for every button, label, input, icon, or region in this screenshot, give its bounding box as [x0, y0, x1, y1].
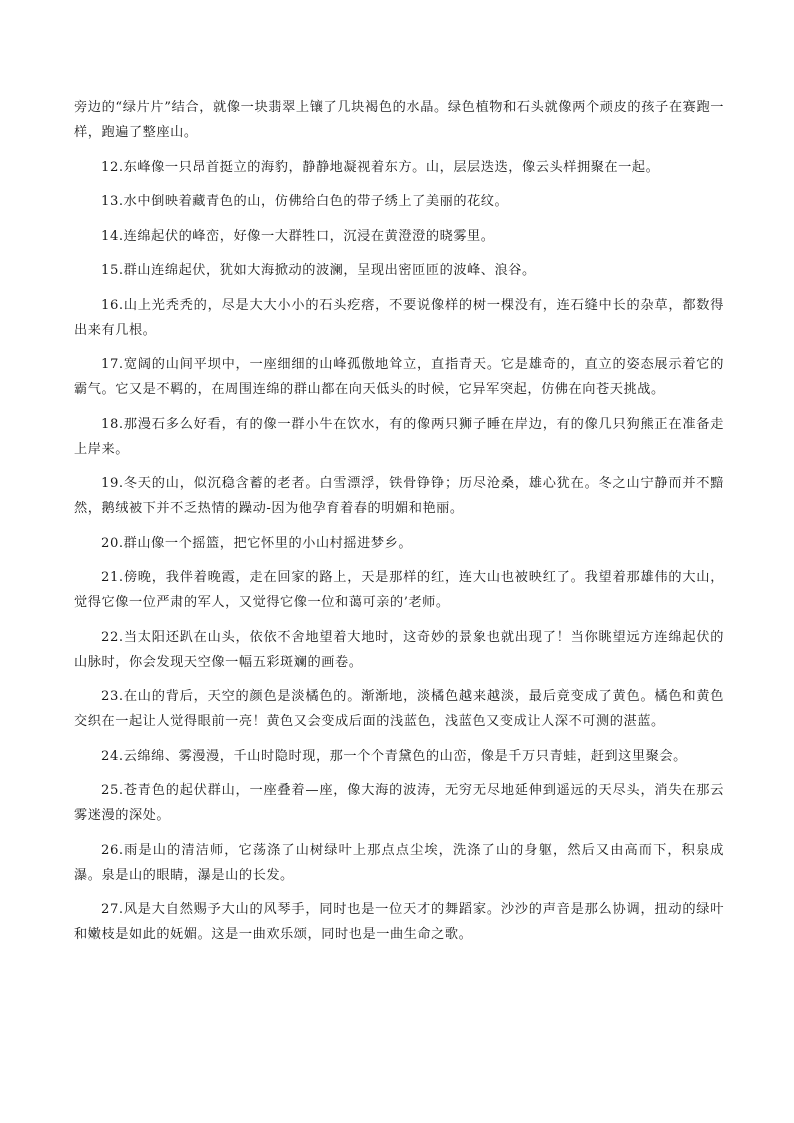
paragraph-item-20: 20.群山像一个摇篮，把它怀里的小山村摇进梦乡。 [101, 535, 413, 551]
paragraph-item-13: 13.水中倒映着藏青色的山，仿佛给白色的带子绣上了美丽的花纹。 [101, 194, 509, 209]
paragraph-item-17: 17.宽阔的山间平坝中，一座细细的山峰孤傲地耸立，直指青天。它是雄奇的，直立的姿态展示着它的霸气。它又是不羁的，在周围连绵的群山都在向天低头的时候，它异军突起，仿佛在向苍天挑战。 [74, 357, 724, 397]
paragraph-item-27: 27.风是大自然赐予大山的风琴手，同时也是一位天才的舞蹈家。沙沙的声音是那么协调，扭动的绿叶和嫩枝是如此的妩媚。这是一曲欢乐颂，同时也是一曲生命之歌。 [74, 902, 724, 942]
paragraph-item-15: 15.群山连绵起伏，犹如大海掀动的波澜，呈现出密匝匝的波峰、浪谷。 [101, 263, 536, 278]
paragraph-item-23: 23.在山的背后，天空的颜色是淡橘色的。渐渐地，淡橘色越来越淡，最后竟变成了黄色。橘色和黄色交织在一起让人觉得眼前一亮！黄色又会变成后面的浅蓝色，浅蓝色又变成让人深不可测的湛蓝。 [74, 689, 724, 729]
paragraph-item-19: 19.冬天的山，似沉稳含蓄的老者。白雪漂浮，铁骨铮铮；历尽沧桑，雄心犹在。冬之山宁静而并不黯然，鹅绒被下并不乏热情的躁动-因为他孕育着春的明媚和艳丽。 [74, 476, 724, 516]
document-body [74, 95, 724, 957]
paragraph-item-26: 26.雨是山的清洁师，它荡涤了山树绿叶上那点点尘埃，洗涤了山的身躯，然后又由高而下，积泉成瀑。泉是山的眼睛，瀑是山的长发。 [74, 842, 724, 883]
paragraph-item-14: 14.连绵起伏的峰峦，好像一大群牲口，沉浸在黄澄澄的晓雾里。 [101, 228, 495, 244]
paragraph-item-18: 18.那漫石多么好看，有的像一群小牛在饮水，有的像两只狮子睡在岸边，有的像几只狗熊正在准备走上岸来。 [74, 416, 724, 457]
paragraph-continuation: 旁边的“绿片片”结合，就像一块翡翠上镶了几块褐色的水晶。绿色植物和石头就像两个顽皮的孩子在赛跑一样，跑遍了整座山。 [74, 100, 724, 140]
paragraph-item-21: 21.傍晚，我伴着晚霞，走在回家的路上，天是那样的红，连大山也被映红了。我望着那雄伟的大山，觉得它像一位严肃的军人，又觉得它像一位和蔼可亲的’老师。 [74, 570, 724, 610]
paragraph-item-25: 25.苍青色的起伏群山，一座叠着—座，像大海的波涛，无穷无尽地延伸到遥远的天尽头，消失在那云雾迷漫的深处。 [74, 783, 724, 823]
paragraph-item-22: 22.当太阳还趴在山头，依依不舍地望着大地时，这奇妙的景象也就出现了！当你眺望远方连绵起伏的山脉时，你会发现天空像一幅五彩斑斓的画卷。 [74, 629, 724, 670]
paragraph-item-24: 24.云绵绵、雾漫漫，千山时隐时现，那一个个青黛色的山峦，像是千万只青蛙，赶到这里聚会。 [101, 748, 687, 764]
paragraph-item-16: 16.山上光秃秃的，尽是大大小小的石头疙瘩，不要说像样的树一棵没有，连石缝中长的杂草，都数得出来有几根。 [74, 297, 724, 338]
paragraph-item-12: 12.东峰像一只昂首挺立的海豹，静静地凝视着东方。山，层层迭迭，像云头样拥聚在一起。 [101, 159, 660, 175]
